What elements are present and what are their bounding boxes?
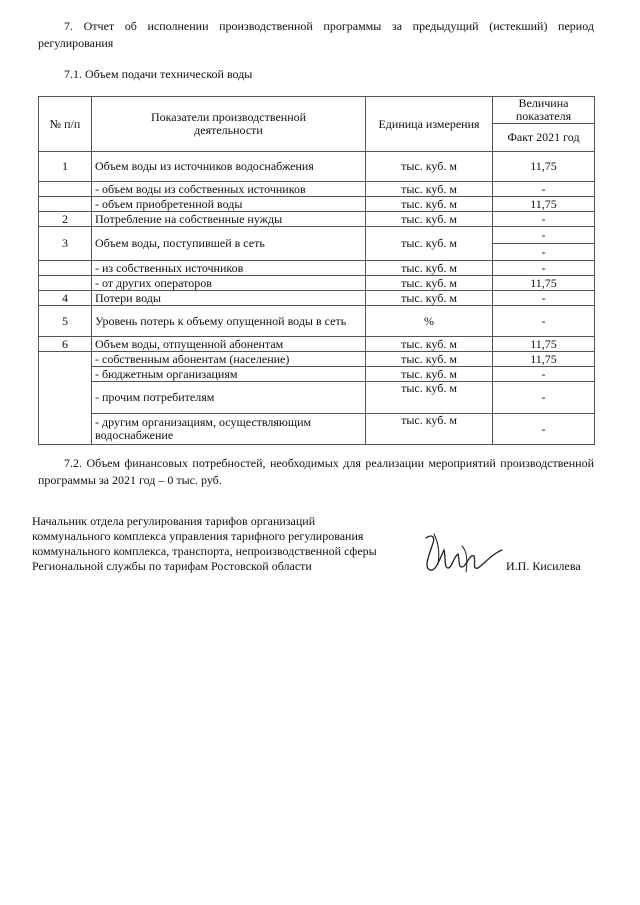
row-unit: тыс. куб. м [366,182,493,197]
row-name: Объем воды из источников водоснабжения [92,152,366,182]
row-num [39,197,92,212]
table-row [39,212,595,227]
handwritten-signature [418,528,504,576]
row-value-2: - [493,244,595,261]
signatory-line: Региональной службы по тарифам Ростовской области [32,559,312,573]
header-value-sub: Факт 2021 год [493,124,595,152]
signatory-line: Начальник отдела регулирования тарифов организаций [32,514,316,528]
table-row [39,291,595,306]
table-row [39,152,595,182]
row-name: Потери воды [92,291,366,306]
row-name: - из собственных источников [92,261,366,276]
header-num: № п/п [39,97,92,152]
row-value: - [493,182,595,197]
row-name: Потребление на собственные нужды [92,212,366,227]
table-row [39,182,595,197]
row-num: 3 [39,227,92,261]
row-num: 4 [39,291,92,306]
row-name: Объем воды, отпущенной абонентам [92,337,366,352]
row-unit: тыс. куб. м [366,276,493,291]
header-value-group: Величина показателя [493,97,595,124]
water-supply-table [38,96,595,445]
table-row [39,337,595,352]
row-name: - другим организациям, осуществляющим водоснабжение [92,414,366,445]
row-value: - [493,261,595,276]
table-row [39,227,595,244]
signer-name: И.П. Кисилева [506,559,581,573]
row-num: 1 [39,152,92,182]
row-name: - собственным абонентам (население) [92,352,366,367]
table-row [39,352,595,367]
row-unit: тыс. куб. м [366,261,493,276]
row-num [39,182,92,197]
signatory-line: коммунального комплекса управления тарифного регулирования [32,529,364,543]
row-name: - от других операторов [92,276,366,291]
row-unit: тыс. куб. м [366,291,493,306]
financial-needs-paragraph: 7.2. Объем финансовых потребностей, необходимых для реализации мероприятий производственной программы за 2021 год – 0 тыс. руб. [38,456,594,487]
row-name: - объем приобретенной воды [92,197,366,212]
row-unit: тыс. куб. м [366,197,493,212]
row-value: - [493,306,595,337]
section-title: 7. Отчет об исполнении производственной программы за предыдущий (истекший) период регулирования [38,19,594,50]
row-num [39,352,92,445]
row-value: 11,75 [493,352,595,367]
row-unit: тыс. куб. м [366,367,493,382]
table-row [39,276,595,291]
table-row [39,197,595,212]
row-value: - [493,227,595,244]
row-num [39,261,92,276]
row-unit: тыс. куб. м [366,212,493,227]
row-unit: % [366,306,493,337]
row-unit: тыс. куб. м [366,227,493,261]
row-value: 11,75 [493,276,595,291]
signatory-line: коммунального комплекса, транспорта, непроизводственной сферы [32,544,377,558]
row-value: - [493,212,595,227]
row-name: - объем воды из собственных источников [92,182,366,197]
row-num [39,276,92,291]
header-indicator: Показатели производственной деятельности [92,97,366,152]
row-value: - [493,367,595,382]
row-value: 11,75 [493,152,595,182]
row-value: - [493,414,595,445]
row-unit: тыс. куб. м [366,414,493,445]
table-row [39,261,595,276]
row-name: Уровень потерь к объему опущенной воды в сеть [92,306,366,337]
row-num: 6 [39,337,92,352]
row-unit: тыс. куб. м [366,152,493,182]
subsection-title: 7.1. Объем подачи технической воды [64,67,253,81]
row-value: 11,75 [493,197,595,212]
row-num: 5 [39,306,92,337]
row-value: - [493,382,595,414]
row-value: - [493,291,595,306]
row-num: 2 [39,212,92,227]
row-unit: тыс. куб. м [366,382,493,414]
row-unit: тыс. куб. м [366,337,493,352]
table-row [39,414,595,445]
row-name: Объем воды, поступившей в сеть [92,227,366,261]
row-unit: тыс. куб. м [366,352,493,367]
row-name: - бюджетным организациям [92,367,366,382]
table-row [39,382,595,414]
row-value: 11,75 [493,337,595,352]
header-unit: Единица измерения [366,97,493,152]
table-row [39,367,595,382]
table-row [39,306,595,337]
row-name: - прочим потребителям [92,382,366,414]
signatory-block [32,514,412,574]
